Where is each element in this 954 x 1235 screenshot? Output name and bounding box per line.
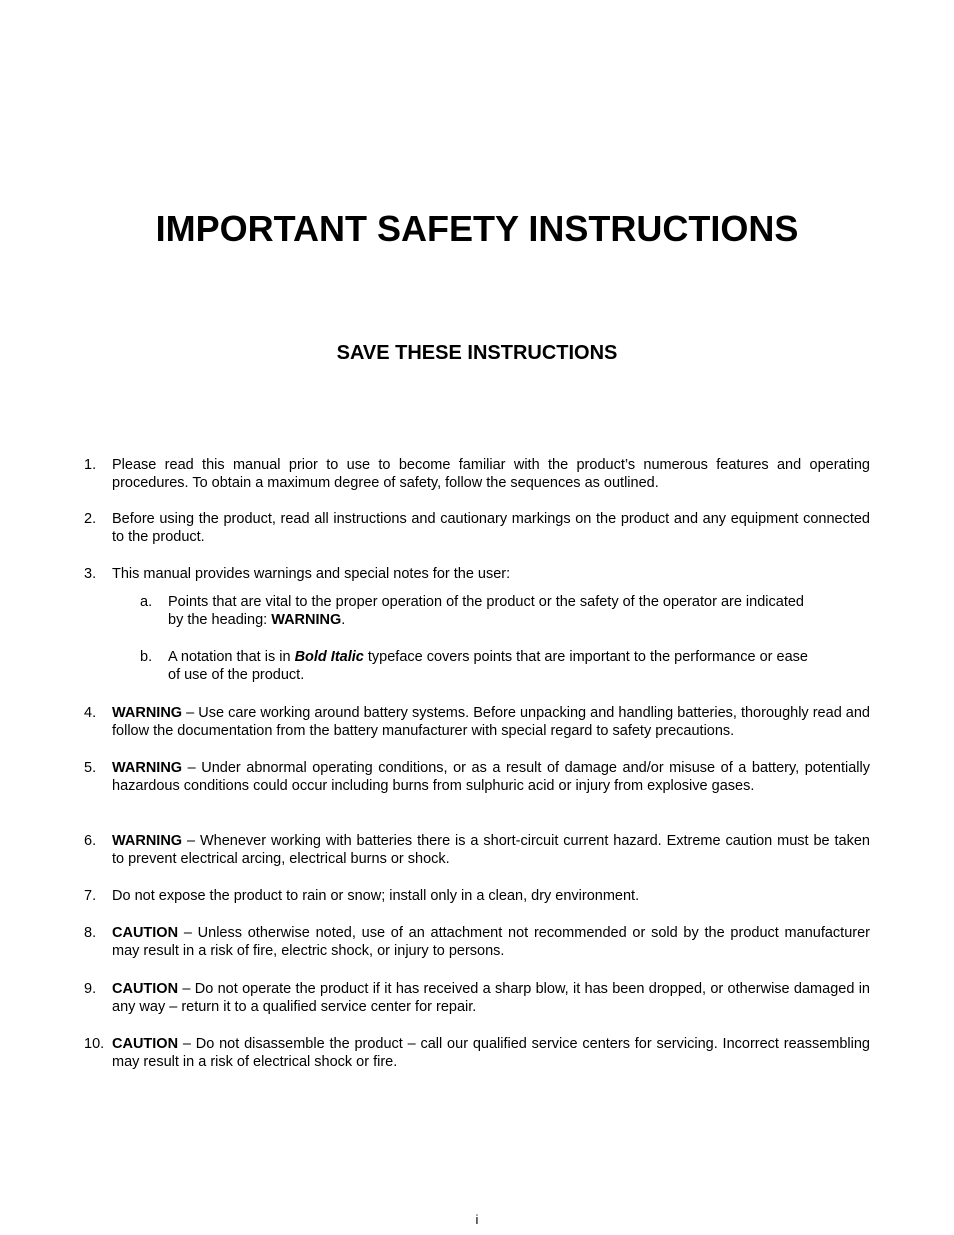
- list-item-number: 5.: [84, 760, 97, 776]
- list-item-text: [112, 704, 870, 740]
- list-item-number: 8.: [84, 925, 97, 941]
- list-item-body: – Use care working around battery systems. Before unpacking and handling batteries, thoroughly read and follow the documentation from the battery manufacturer with special regard to safety precautions.: [112, 705, 870, 739]
- warning-label: WARNING: [112, 705, 183, 721]
- list-item-text: [112, 924, 870, 960]
- list-item-body: – Whenever working with batteries there is a short-circuit current hazard. Extreme caution must be taken to prevent electrical arcing, electrical burns or shock.: [112, 833, 870, 867]
- list-item-body: – Under abnormal operating conditions, or as a result of damage and/or misuse of a battery, potentially hazardous conditions could occur including burns from sulphuric acid or injury from explosive gases.: [112, 760, 870, 794]
- sub-item-text-start: A notation that is in: [168, 649, 295, 665]
- sub-list-item-text: [168, 593, 814, 629]
- list-item-9: [84, 980, 870, 1016]
- list-item-text: Do not expose the product to rain or snow; install only in a clean, dry environment.: [112, 888, 640, 904]
- list-item-body: – Do not operate the product if it has received a sharp blow, it has been dropped, or otherwise damaged in any way – return it to a qualified service center for repair.: [112, 981, 870, 1015]
- list-item-number: 4.: [84, 705, 97, 721]
- sub-item-text-start: Points that are vital to the proper operation of the product or the safety of the operator are indicated by the heading:: [168, 594, 804, 628]
- warning-label: WARNING: [112, 760, 183, 776]
- list-item-2: [84, 510, 870, 546]
- warning-label: WARNING: [271, 612, 342, 628]
- caution-label: CAUTION: [112, 925, 179, 941]
- list-item-text: [112, 980, 870, 1016]
- list-item-7: [84, 887, 870, 905]
- list-item-number: 2.: [84, 511, 97, 527]
- page-subtitle: SAVE THESE INSTRUCTIONS: [336, 342, 618, 364]
- sub-list-item-b: [140, 648, 814, 684]
- list-item-number: 6.: [84, 833, 97, 849]
- list-item-number: 9.: [84, 981, 97, 997]
- bold-italic-label: Bold Italic: [294, 649, 364, 665]
- list-item-text: This manual provides warnings and special notes for the user:: [112, 566, 511, 582]
- sub-item-text-end: typeface covers points that are important to the performance or ease of use of the product.: [168, 649, 808, 683]
- list-item-8: [84, 924, 870, 960]
- sub-item-text-end: .: [341, 612, 346, 628]
- list-item-number: 10.: [84, 1036, 105, 1052]
- list-item-text: Before using the product, read all instructions and cautionary markings on the product and any equipment connected to the product.: [112, 511, 870, 545]
- list-item-number: 7.: [84, 888, 97, 904]
- list-item-text: [112, 759, 870, 795]
- warning-label: WARNING: [112, 833, 183, 849]
- sub-list-item-a: [140, 593, 814, 629]
- list-item-number: 3.: [84, 566, 97, 582]
- page-title: IMPORTANT SAFETY INSTRUCTIONS: [155, 208, 799, 249]
- list-item-number: 1.: [84, 457, 97, 473]
- list-item-3: [84, 565, 870, 583]
- caution-label: CAUTION: [112, 981, 179, 997]
- caution-label: CAUTION: [112, 1036, 179, 1052]
- sub-list-item-letter: a.: [140, 594, 153, 610]
- list-item-text: [112, 1035, 870, 1071]
- sub-list-item-letter: b.: [140, 649, 153, 665]
- list-item-6: [84, 832, 870, 868]
- list-item-body: – Unless otherwise noted, use of an attachment not recommended or sold by the product manufacturer may result in a risk of fire, electric shock, or injury to persons.: [112, 925, 870, 959]
- list-item-10: [84, 1035, 870, 1071]
- list-item-text: [112, 832, 870, 868]
- page-number: i: [475, 1212, 479, 1227]
- list-item-body: – Do not disassemble the product – call our qualified service centers for servicing. Incorrect reassembling may result in a risk of electrical shock or fire.: [112, 1036, 870, 1070]
- list-item-4: [84, 704, 870, 740]
- list-item-1: [84, 456, 870, 492]
- sub-list-item-text: [168, 648, 814, 684]
- list-item-text: Please read this manual prior to use to become familiar with the product’s numerous features and operating procedures. To obtain a maximum degree of safety, follow the sequences as outlined.: [112, 457, 870, 491]
- list-item-5: [84, 759, 870, 795]
